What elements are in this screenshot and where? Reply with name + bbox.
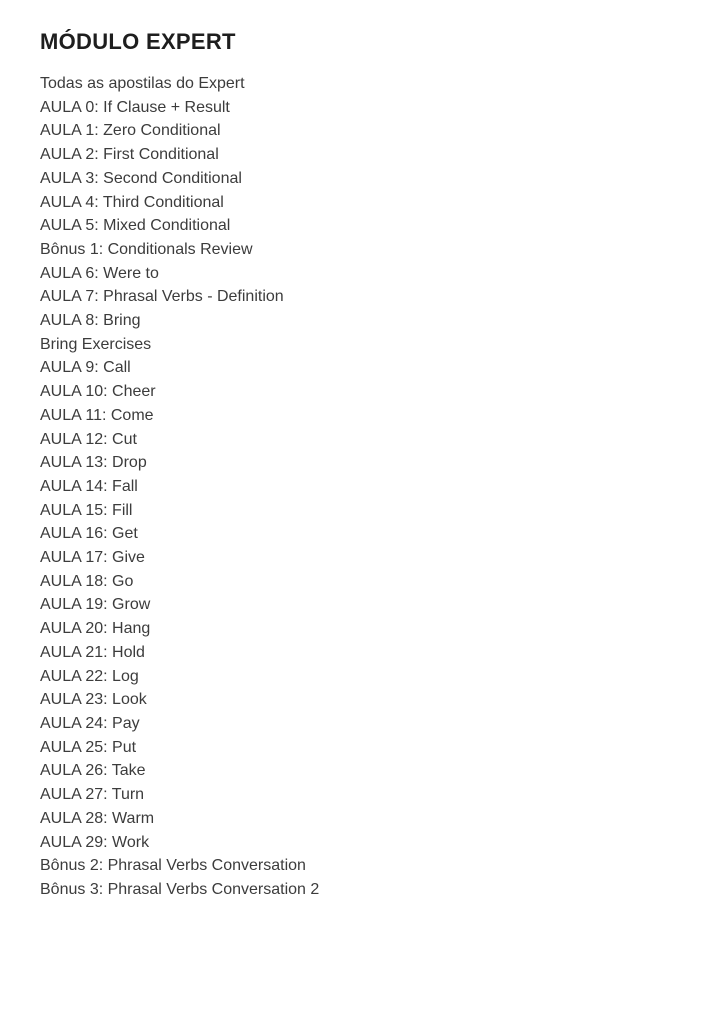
lesson-item: Bônus 2: Phrasal Verbs Conversation (40, 857, 306, 875)
lesson-item: AULA 14: Fall (40, 477, 138, 495)
lesson-item: AULA 27: Turn (40, 786, 145, 804)
lesson-item: AULA 17: Give (40, 549, 145, 567)
lesson-item: AULA 7: Phrasal Verbs - Definition (40, 288, 284, 306)
lesson-item: AULA 10: Cheer (40, 383, 156, 401)
lesson-item: AULA 6: Were to (40, 264, 159, 282)
lesson-item: AULA 11: Come (40, 406, 154, 424)
lesson-item: AULA 22: Log (40, 667, 139, 685)
lesson-item: Bring Exercises (40, 335, 152, 353)
lesson-item: AULA 21: Hold (40, 643, 145, 661)
lesson-item: AULA 4: Third Conditional (40, 193, 224, 211)
lesson-item: AULA 9: Call (40, 359, 131, 377)
lesson-item: AULA 2: First Conditional (40, 146, 219, 164)
lesson-item: AULA 20: Hang (40, 620, 151, 638)
lesson-item: AULA 28: Warm (40, 809, 155, 827)
lesson-item: AULA 1: Zero Conditional (40, 122, 221, 140)
lesson-item: AULA 0: If Clause + Result (40, 98, 230, 116)
lesson-item: AULA 5: Mixed Conditional (40, 217, 231, 235)
lesson-item: AULA 13: Drop (40, 454, 147, 472)
page-title: MÓDULO EXPERT (40, 29, 236, 54)
lesson-item: AULA 19: Grow (40, 596, 151, 614)
lesson-item: AULA 3: Second Conditional (40, 169, 242, 187)
lesson-item: AULA 8: Bring (40, 312, 141, 330)
lesson-item: AULA 18: Go (40, 572, 134, 590)
lesson-list (40, 72, 684, 902)
lesson-item: AULA 24: Pay (40, 714, 140, 732)
lesson-item: Bônus 3: Phrasal Verbs Conversation 2 (40, 880, 320, 898)
lesson-item: AULA 16: Get (40, 525, 138, 543)
lesson-item: AULA 25: Put (40, 738, 137, 756)
lesson-item: Todas as apostilas do Expert (40, 75, 245, 92)
lesson-item: Bônus 1: Conditionals Review (40, 240, 253, 258)
lesson-item: AULA 26: Take (40, 762, 146, 780)
lesson-item: AULA 23: Look (40, 691, 147, 709)
lesson-item: AULA 29: Work (40, 833, 150, 851)
lesson-item: AULA 15: Fill (40, 501, 133, 519)
lesson-item: AULA 12: Cut (40, 430, 137, 448)
